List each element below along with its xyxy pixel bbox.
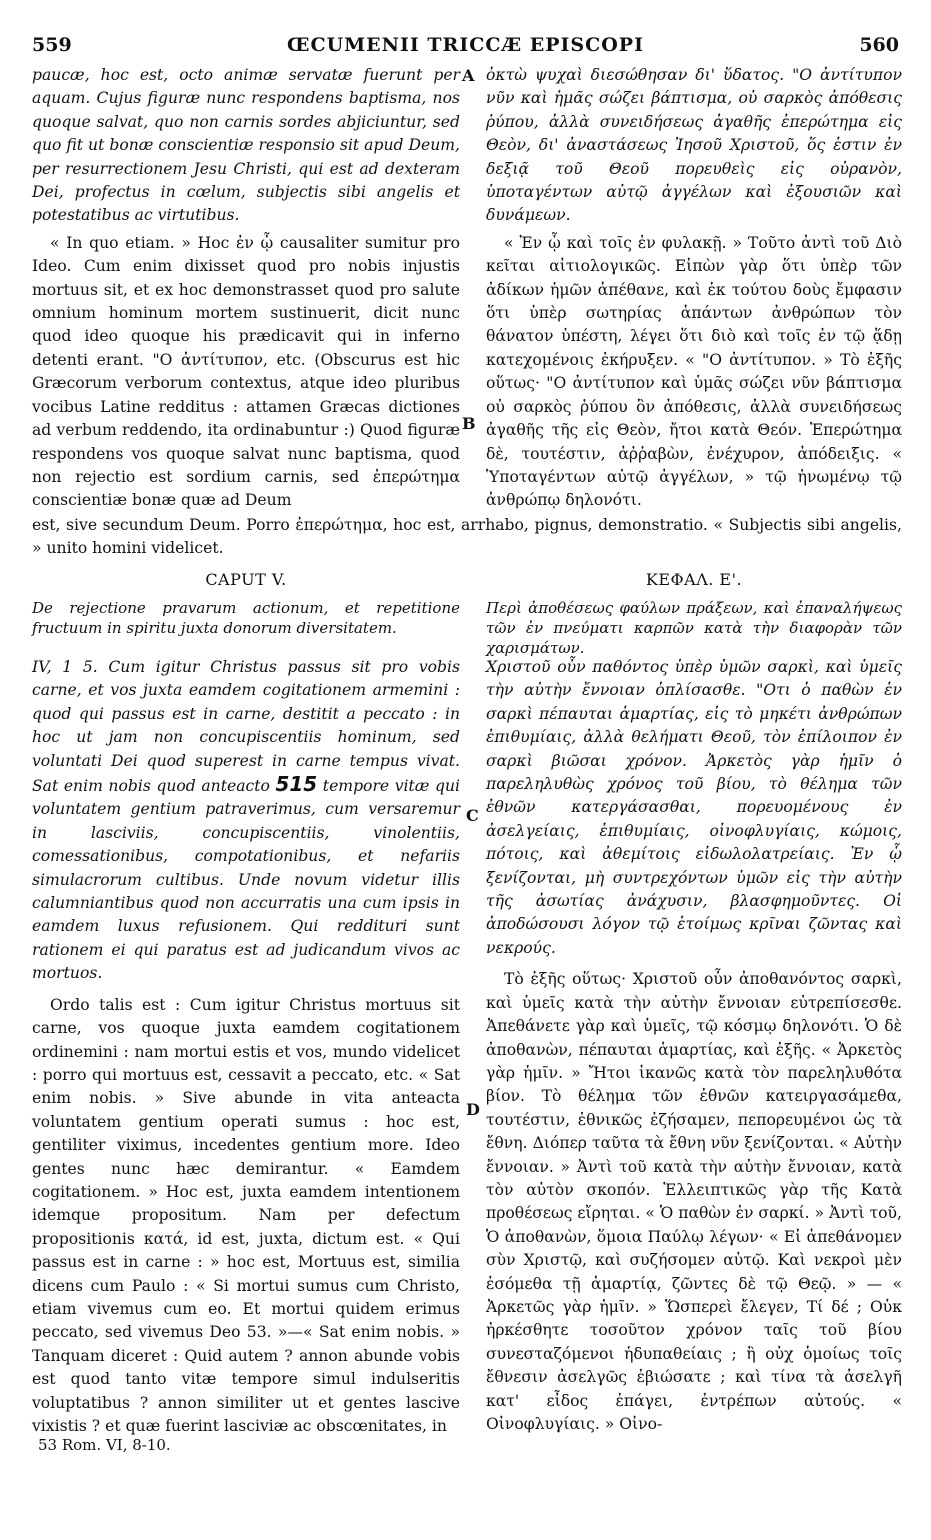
greek-commentary: Τὸ ἑξῆς οὕτως· Χριστοῦ οὖν ἀποθανόντος σαρκὶ, καὶ ὑμεῖς κατὰ τὴν αὐτὴν ἔννοιαν εὐτρεπίσεσθε. Ἀπεθάνετε γὰρ καὶ ὑμεῖς, τῷ κόσμῳ δηλονότι. Ὁ δὲ ἀποθανὼν, πέπαυται ἁμαρτίας, καὶ ἑξῆς. « Ἀρκετὸς γὰρ ἡμῖν. » Ἤτοι ἱκανῶς κατὰ τὸν παρεληλυθότα βίον. Τὸ θέλημα τῶν ἐθνῶν κατειργασάμεθα, τουτέστιν, ἐθνικῶς ἐζήσαμεν, πεπορευμένοι ὡς τὰ ἔθνη. Διόπερ ταῦτα τὰ ἔθνη νῦν ξενίζονται. « Αὐτὴν ἔννοιαν. » Ἀντὶ τοῦ κατὰ τὴν αὐτὴν ἔννοιαν, κατὰ τὸν αὐτὸν σκοπόν. Ἐλλειπτικῶς γὰρ τῆς Κατὰ προθέσεως εἴρηται. « Ὁ παθὼν ἐν σαρκί. » Ἀντὶ τοῦ, Ὁ ἀποθανὼν, ὅμοια Παύλῳ λέγων· « Εἰ ἀπεθάνομεν σὺν Χριστῷ, καὶ συζήσομεν αὐτῷ. Καὶ νεκροὶ μὲν ἐσόμεθα τῇ ἁμαρτίᾳ, ζῶντες δὲ τῷ Θεῷ. » — « Ἀρκετῶς γὰρ ἡμῖν. » Ὥσπερεὶ ἔλεγεν, Τί δέ ; Οὐκ ἠρκέσθητε τοσοῦτον χρόνον ταῖς τοῦ βίου συνεσταζόμενοι ἡδυπαθείαις ; ἢ οὐχ ὁμοίως τοῖς ἔθνεσιν ἀσελγῶς ἐβιώσατε ; καὶ τίνα τὰ ἀσελγῆ κατ' εἶδος ἐπάγει, ἐντρέπων αὐτούς. « Οἰνοφλυγίαις. » Οἰνο- xyxy=(486,970,902,1433)
chapter-title-latin: CAPUT V. xyxy=(205,570,287,589)
chapter-title-greek: ΚΕΦΑΛ. Ε'. xyxy=(645,570,743,589)
latin-verse-part-2: tempore vitæ qui voluntatem gentium patraverimus, cum versaremur in lasciviis, concupiscentiis, vinolentiis, comessationibus, compotationibus, et nefariis simulacrorum cultibus. Unde novum videtur illis calumniantibus quod non accurratis una cum ipsis in eamdem luxus refusionem. Qui reddituri sunt rationem ei qui paratus est ad judicandum vivos ac mortuos. xyxy=(32,777,461,983)
left-commentary-paragraph: « In quo etiam. » Hoc ἐν ᾧ causaliter sumitur pro Ideo. Cum enim dixisset quod pro nobis injustis mortuus sit, et ex hoc demonstrasset quod pro salute omnium hominum mortem sustinuerit, dicit nunc quod ideo quoque his prædicavit qui in inferno detenti erant. "Ο ἀντίτυπον, etc. (Obscurus est hic Græcorum verborum contextus, atque ideo pluribus vocibus Latine redditus : attamen Græcas dictiones ad verbum reddendo, ita ordinabuntur :) Quod figuræ respondens vos quoque salvat nunc baptisma, quod non rejectio est sordium carnis, sed ἐπερώτημα conscientiæ bonæ quæ ad Deum xyxy=(32,233,460,510)
right-commentary-paragraph: « Ἐν ᾧ καὶ τοῖς ἐν φυλακῇ. » Τοῦτο ἀντὶ τοῦ Διὸ κεῖται αἰτιολογικῶς. Εἰπὼν γὰρ ὅτι ὑπὲρ τῶν ἀδίκων ἡμῶν ἀπέθανε, καὶ ἐκ τούτου δοὺς ἔμφασιν ὅτι ὑπὲρ σωτηρίας ἁπάντων ἀνθρώπων τὸν θάνατον ὑπέστη, λέγει ὅτι διὸ καὶ τοῖς ἐν τῷ ᾅδῃ κατεχομένοις ἐκήρυξεν. « "Ο ἀντίτυπον. » Τὸ ἑξῆς οὕτως· "Ο ἀντίτυπον καὶ ὑμᾶς σώζει νῦν βάπτισμα οὐ σαρκὸς ῥύπου ὂν ἀπόθεσις, ἀλλὰ συνειδήσεως ἀγαθῆς τῆς εἰς Θεὸν, ἤτοι κατὰ Θεόν. Ἐπερώτημα δὲ, τουτέστιν, ἀῤῥαβὼν, ἐνέχυρον, ἀπόδειξις. « Ὑποταγέντων αὐτῷ ἀγγέλων, » τῷ ἡνωμένῳ τῷ ἀνθρώπῳ δηλονότι. xyxy=(486,233,902,510)
latin-commentary: Ordo talis est : Cum igitur Christus mortuus sit carne, vos quoque juxta eamdem cogitationem ordinemini : nam mortui estis et vos, mundo videlicet : porro qui mortuus est, cessavit a peccato, etc. « Sat enim nobis. » Sive abunde in vita anteacta voluntatem gentium operati sumus : hoc est, gentiliter viximus, incedentes gentium more. Ideo gentes nunc hæc demirantur. « Eamdem cogitationem. » Hoc est, juxta eamdem intentionem idemque propositum. Nam per defectum propositionis κατά, id est, juxta, dictum est. « Qui passus est in carne : » hoc est, Mortuus est, similia dicens cum Paulo : « Si mortui sumus cum Christo, etiam vivemus cum eo. Et mortui quidem erimus peccato, sed vivemus Deo 53. »—« Sat enim nobis. » Tanquam diceret : Quid autem ? annon abunde vobis est quod tanto vitæ tempore simul indulseritis voluptatibus ? annon similiter ut et gentes lascive vixistis ? et quæ fuerint lasciviæ ac obscœnitates, in xyxy=(32,995,460,1435)
right-column-body xyxy=(486,656,902,1436)
latin-verse-text xyxy=(32,656,460,986)
latin-verse-part-1: IV, 1 5. Cum igitur Christus passus sit pro vobis carne, et vos juxta eamdem cogitationem armemini : quod qui passus est in carne, destitit a peccato : in hoc ut jam non concupiscentiis hominum, sed voluntati Dei quod superest in carne tempus vivat. Sat enim nobis quod anteacto xyxy=(32,658,460,796)
margin-letter-d: D xyxy=(466,1100,480,1119)
greek-verse-text: Χριστοῦ οὖν παθόντος ὑπὲρ ὑμῶν σαρκὶ, καὶ ὑμεῖς τὴν αὐτὴν ἔννοιαν ὁπλίσασθε. "Οτι ὁ παθὼν ἐν σαρκὶ πέπαυται ἁμαρτίας, εἰς τὸ μηκέτι ἀνθρώπων ἐπιθυμίαις, ἀλλὰ θελήματι Θεοῦ, τὸν ἐπίλοιπον ἐν σαρκὶ βιῶσαι χρόνον. Ἀρκετὸς γὰρ ἡμῖν ὁ παρεληλυθὼς χρόνος τοῦ βίου, τὸ θέλημα τῶν ἐθνῶν κατεργάσασθαι, πορευομένους ἐν ἀσελγείαις, ἐπιθυμίαις, οἰνοφλυγίαις, κώμοις, πότοις, καὶ ἀθεμίτοις εἰδωλολατρείαις. Ἐν ᾧ ξενίζονται, μὴ συντρεχόντων ὑμῶν εἰς τὴν αὐτὴν τῆς ἀσωτίας ἀνάχυσιν, βλασφημοῦντες. Οἱ ἀποδώσουσι λόγον τῷ ἑτοίμως κρῖναι ζῶντας καὶ νεκρούς. xyxy=(486,658,902,957)
chapter-summary-greek: Περὶ ἀποθέσεως φαύλων πράξεων, καὶ ἐπαναλήψεως τῶν ἐν πνεύματι καρπῶν κατὰ τὴν διαφορὰν τῶν χαρισμάτων. xyxy=(486,599,902,657)
margin-letter-a: A xyxy=(462,66,475,85)
footnote: 53 Rom. VI, 8-10. xyxy=(38,1436,171,1454)
left-verse-paragraph: paucæ, hoc est, octo animæ servatæ fuerunt per aquam. Cujus figuræ nunc respondens baptisma, nos quoque salvat, quo non carnis sordes abjiciuntur, sed quo fit ut bonæ conscientiæ responsio sit apud Deum, per resurrectionem Jesu Christi, qui est ad dexteram Dei, profectus in cœlum, subjectis sibi angelis et potestatibus ac virtutibus. xyxy=(32,66,460,225)
right-column-top xyxy=(486,64,902,513)
margin-letter-b: B xyxy=(462,414,476,433)
spanning-line: est, sive secundum Deum. Porro ἐπερώτημα, hoc est, arrhabo, pignus, demonstratio. « Subjectis sibi angelis, » unito homini videlicet. xyxy=(32,516,902,558)
chapter-summary-latin: De rejectione pravarum actionum, et repetitione fructuum in spiritu juxta donorum diversitatem. xyxy=(32,599,460,637)
right-verse-paragraph: ὀκτὼ ψυχαὶ διεσώθησαν δι' ὕδατος. "Ο ἀντίτυπον νῦν καὶ ἡμᾶς σώζει βάπτισμα, οὐ σαρκὸς ἀπόθεσις ῥύπου, ἀλλὰ συνειδήσεως ἀγαθῆς ἐπερώτημα εἰς Θεὸν, δι' ἀναστάσεως Ἰησοῦ Χριστοῦ, ὅς ἐστιν ἐν δεξιᾷ τοῦ Θεοῦ πορευθεὶς εἰς οὐρανὸν, ὑποταγέντων αὐτῷ ἀγγέλων καὶ ἐξουσιῶν καὶ δυνάμεων. xyxy=(486,66,902,225)
left-page-number: 559 xyxy=(32,34,72,56)
right-page-number: 560 xyxy=(859,34,899,56)
left-column-body xyxy=(32,656,460,1438)
running-title: ŒCUMENII TRICCÆ EPISCOPI xyxy=(287,34,644,56)
page-marker: 515 xyxy=(275,772,318,797)
left-column-top xyxy=(32,64,460,513)
margin-letter-c: C xyxy=(466,806,479,825)
